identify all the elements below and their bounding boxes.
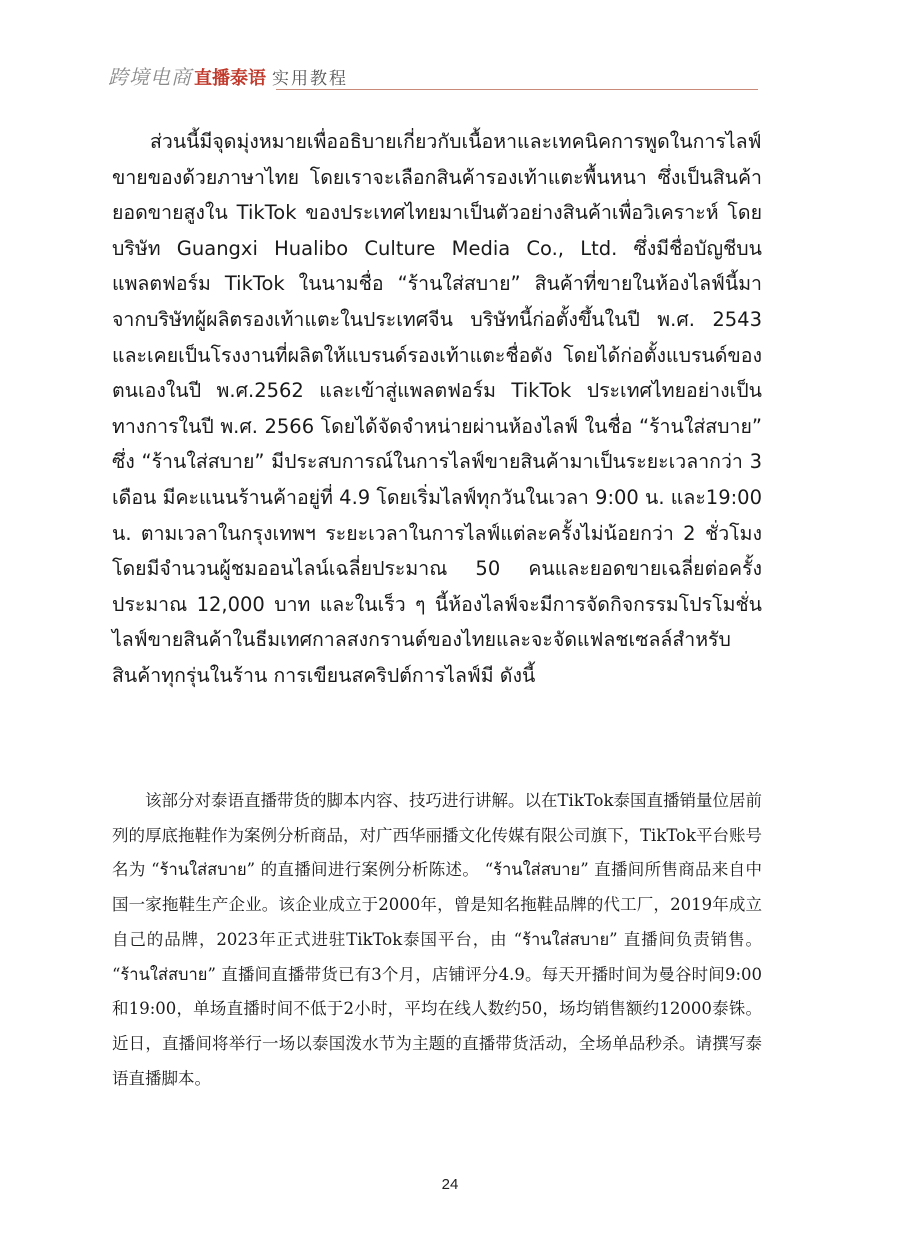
page-number: 24 xyxy=(441,1176,459,1193)
header-subtitle: 实用教程 xyxy=(272,69,348,89)
header-book-title: 直播泰语 xyxy=(194,68,266,89)
header-divider xyxy=(276,89,758,90)
chinese-paragraph: 该部分对泰语直播带货的脚本内容、技巧进行讲解。以在TikTok泰国直播销量位居前列的厚底拖鞋作为案例分析商品，对广西华丽播文化传媒有限公司旗下，TikTok平台账号名为 “ร้านใส่สบาย” 的直播间进行案例分析陈述。 “ร้านใส่สบาย” 直播间所售商品来自中国一家拖鞋生产企业。该企业成立于2000年，曾是知名拖鞋品牌的代工厂，2019年成立自己的品牌，2023年正式进驻TikTok泰国平台，由 “ร้านใส่สบาย” 直播间负责销售。 “ร้านใส่สบาย” 直播间直播带货已有3个月，店铺评分4.9。每天开播时间为曼谷时间9:00和19:00，单场直播时间不低于2小时，平均在线人数约50，场均销售额约12000泰铢。近日，直播间将举行一场以泰国泼水节为主题的直播带货活动，全场单品秒杀。请撰写泰语直播脚本。 xyxy=(112,791,762,1088)
header-series-title: 跨境电商 xyxy=(108,65,192,89)
thai-paragraph: ส่วนนี้มีจุดมุ่งหมายเพื่ออธิบายเกี่ยวกับเนื้อหาและเทคนิคการพูดในการไลฟ์ขายของด้วยภาษาไทย โดยเราจะเลือกสินค้ารองเท้าแตะพื้นหนา ซึ่งเป็นสินค้ายอดขายสูงใน TikTok ของประเทศไทยมาเป็นตัวอย่างสินค้าเพื่อวิเคราะห์ โดยบริษัท Guangxi Hualibo Culture Media Co., Ltd. ซึ่งมีชื่อบัญชีบนแพลตฟอร์ม TikTok ในนามชื่อ “ร้านใส่สบาย” สินค้าที่ขายในห้องไลฟ์นี้มาจากบริษัทผู้ผลิตรองเท้าแตะในประเทศจีน บริษัทนี้ก่อตั้งขึ้นในปี พ.ศ. 2543 และเคยเป็นโรงงานที่ผลิตให้แบรนด์รองเท้าแตะชื่อดัง โดยได้ก่อตั้งแบรนด์ของตนเองในปี พ.ศ.2562 และเข้าสู่แพลตฟอร์ม TikTok ประเทศไทยอย่างเป็นทางการในปี พ.ศ. 2566 โดยได้จัดจำหน่ายผ่านห้องไลฟ์ ในชื่อ “ร้านใส่สบาย” ซึ่ง “ร้านใส่สบาย” มีประสบการณ์ในการไลฟ์ขายสินค้ามาเป็นระยะเวลากว่า 3 เดือน มีคะแนนร้านค้าอยู่ที่ 4.9 โดยเริ่มไลฟ์ทุกวันในเวลา 9:00 น. และ19:00 น. ตามเวลาในกรุงเทพฯ ระยะเวลาในการไลฟ์แต่ละครั้งไม่น้อยกว่า 2 ชั่วโมง โดยมีจำนวนผู้ชมออนไลน์เฉลี่ยประมาณ 50 คนและยอดขายเฉลี่ยต่อครั้งประมาณ 12,000 บาท และในเร็ว ๆ นี้ห้องไลฟ์จะมีการจัดกิจกรรมโปรโมชั่นไลฟ์ขายสินค้าในธีมเทศกาลสงกรานต์ของไทยและจะจัดแฟลชเซลล์สำหรับสินค้าทุกรุ่นในร้าน การเขียนสคริปต์การไลฟ์มี ดังนี้ xyxy=(112,130,762,687)
running-header xyxy=(108,62,758,92)
